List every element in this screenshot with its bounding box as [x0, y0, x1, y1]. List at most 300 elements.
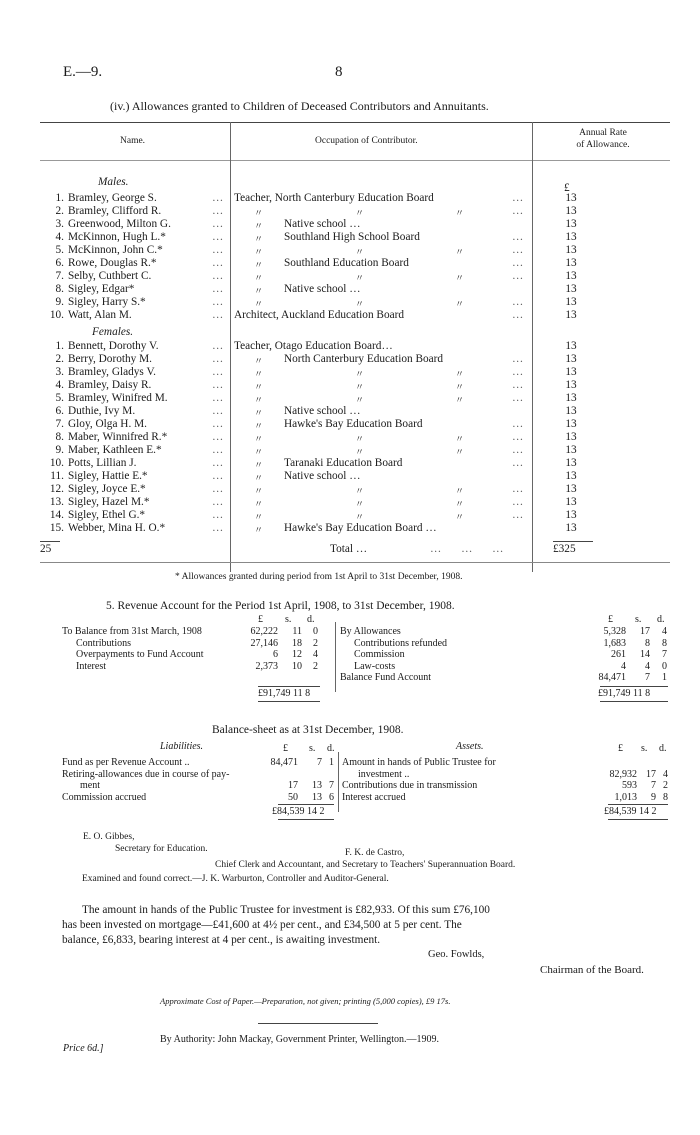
name-leader: … [212, 270, 224, 282]
revenue-left-col-s: s. [285, 614, 292, 625]
child-name: Sigley, Joyce E.* [68, 483, 146, 495]
child-name: Bramley, George S. [68, 192, 157, 204]
ledger-pounds: 84,471 [598, 672, 626, 683]
ledger-label: Retiring-allowances due in course of pay- [62, 768, 230, 780]
ledger-shillings: 13 [312, 780, 322, 791]
ditto-mark: 〃 [355, 299, 365, 309]
ditto-mark: 〃 [455, 486, 465, 496]
ledger-pounds: 62,222 [250, 626, 278, 637]
name-leader: … [212, 309, 224, 321]
total-label: Total … [330, 543, 368, 555]
ditto-mark: 〃 [455, 512, 465, 522]
child-name: Bramley, Winifred M. [68, 392, 168, 404]
row-number: 9. [55, 296, 64, 308]
ledger-shillings: 11 [292, 626, 302, 637]
occupation: North Canterbury Education Board [284, 353, 444, 365]
allowance-rate: 13 [565, 522, 577, 534]
allowance-rate: 13 [565, 366, 577, 378]
ditto-mark: 〃 [455, 447, 465, 457]
col-divider-2 [532, 122, 533, 572]
allowance-rate: 13 [565, 192, 577, 204]
balance-left-col-s: s. [309, 743, 316, 754]
table-top-rule [40, 122, 670, 123]
allowance-rate: 13 [565, 296, 577, 308]
males-heading: Males. [98, 176, 129, 188]
occupation: Native school … [284, 405, 361, 417]
occupation: Native school … [284, 218, 361, 230]
assets-heading: Assets. [456, 741, 484, 752]
name-leader: … [212, 431, 224, 443]
females-heading: Females. [92, 326, 134, 338]
child-name: Rowe, Douglas R.* [68, 257, 157, 269]
child-name: Webber, Mina H. O.* [68, 522, 166, 534]
row-number: 12. [49, 483, 64, 495]
allowance-rate: 13 [565, 283, 577, 295]
allowance-rate: 13 [565, 309, 577, 321]
castro-title: Chief Clerk and Accountant, and Secretary to Teachers' Superannuation Board. [215, 860, 516, 870]
ledger-shillings: 10 [292, 660, 302, 672]
ledger-shillings: 18 [292, 637, 302, 649]
allowances-title: (iv.) Allowances granted to Children of Deceased Contributors and Annuitants. [110, 99, 489, 113]
child-name: Bramley, Clifford R. [68, 205, 162, 217]
ditto-mark: 〃 [254, 369, 264, 379]
occupation-leader: … [512, 366, 524, 378]
occupation-leader: … [512, 379, 524, 391]
child-name: Sigley, Hazel M.* [68, 496, 150, 508]
row-number: 4. [55, 379, 64, 391]
occupation-leader: … [512, 457, 524, 469]
row-number: 5. [55, 392, 64, 404]
price: Price 6d.] [63, 1043, 104, 1054]
ledger-pence: 7 [329, 780, 334, 791]
balance-title: Balance-sheet as at 31st December, 1908. [212, 724, 404, 736]
ditto-mark: 〃 [455, 499, 465, 509]
allowance-rate: 13 [565, 483, 577, 495]
ledger-pounds: 27,146 [250, 637, 278, 649]
ditto-mark: 〃 [254, 260, 264, 270]
closing-line-1: The amount in hands of the Public Trustee for investment is £82,933. Of this sum £76,100 [82, 904, 490, 916]
balance-right-col-s: s. [641, 743, 648, 754]
ledger-shillings: 7 [645, 672, 650, 683]
ledger-label: Contributions [76, 637, 132, 649]
ledger-shillings: 7 [651, 780, 656, 791]
ledger-pence: 2 [313, 660, 318, 672]
name-leader: … [212, 192, 224, 204]
child-name: Sigley, Harry S.* [68, 296, 146, 308]
ledger-pence: 1 [662, 672, 667, 683]
ditto-mark: 〃 [254, 447, 264, 457]
row-number: 2. [55, 353, 64, 365]
child-name: Berry, Dorothy M. [68, 353, 152, 365]
occupation: Southland High School Board [284, 231, 420, 243]
col-divider-1 [230, 122, 231, 572]
allowance-rate: 13 [565, 270, 577, 282]
row-number: 6. [55, 257, 64, 269]
ledger-pence: 0 [313, 626, 318, 637]
allowance-rate: 13 [565, 431, 577, 443]
ledger-pounds: 593 [622, 780, 637, 791]
child-name: Gloy, Olga H. M. [68, 418, 147, 430]
rate-rule [553, 541, 593, 542]
ditto-mark: 〃 [355, 208, 365, 218]
occupation-leader: … [512, 496, 524, 508]
ledger-shillings: 7 [317, 757, 322, 768]
ditto-mark: 〃 [355, 486, 365, 496]
child-name: Maber, Winnifred R.* [68, 431, 168, 443]
cost-note: Approximate Cost of Paper.—Preparation, not given; printing (5,000 copies), £9 17s. [160, 996, 451, 1006]
ditto-mark: 〃 [455, 395, 465, 405]
ditto-mark: 〃 [254, 512, 264, 522]
child-name: Potts, Lillian J. [68, 457, 137, 469]
occupation-leader: … [512, 296, 524, 308]
row-number: 9. [55, 444, 64, 456]
authority-line: By Authority: John Mackay, Government Printer, Wellington.—1909. [160, 1034, 440, 1045]
revenue-left-col-d: d. [307, 614, 315, 625]
revenue-left-sum-rule [258, 686, 320, 687]
total-count: 25 [40, 543, 52, 555]
col-header-occupation: Occupation of Contributor. [315, 136, 418, 146]
name-leader: … [212, 522, 224, 534]
occupation-leader: … [512, 483, 524, 495]
col-header-rate-1: Annual Rate [579, 128, 627, 138]
revenue-right-sum-rule [600, 686, 668, 687]
revenue-title: 5. Revenue Account for the Period 1st April, 1908, to 31st December, 1908. [106, 600, 455, 612]
ledger-pounds: 6 [273, 649, 278, 660]
allowance-rate: 13 [565, 509, 577, 521]
row-number: 5. [55, 244, 64, 256]
row-number: 8. [55, 431, 64, 443]
ditto-mark: 〃 [254, 434, 264, 444]
ledger-shillings: 9 [651, 791, 656, 803]
row-number: 4. [55, 231, 64, 243]
page-number: 8 [335, 64, 343, 80]
ditto-mark: 〃 [254, 382, 264, 392]
ledger-pounds: 17 [288, 780, 298, 791]
row-number: 1. [55, 340, 64, 352]
ledger-pounds: 84,471 [270, 757, 298, 768]
name-leader: … [212, 418, 224, 430]
ledger-pounds: 82,932 [609, 768, 637, 780]
ditto-mark: 〃 [254, 499, 264, 509]
occupation-leader: … [512, 431, 524, 443]
ledger-label: Overpayments to Fund Account [76, 649, 204, 660]
authority-rule [258, 1023, 378, 1024]
fowlds-title: Chairman of the Board. [540, 964, 644, 976]
ditto-mark: 〃 [254, 247, 264, 257]
occupation: Taranaki Education Board [284, 457, 403, 469]
revenue-total-right: £91,749 11 8 [598, 688, 651, 699]
ledger-pence: 4 [663, 768, 668, 780]
ledger-pence: 4 [313, 649, 318, 660]
occupation-leader: … [512, 270, 524, 282]
name-leader: … [212, 392, 224, 404]
table-bottom-rule [40, 562, 670, 563]
ledger-pounds: 261 [611, 649, 626, 660]
balance-total-right: £84,539 14 2 [604, 806, 657, 817]
occupation-leader: … [512, 231, 524, 243]
total-rate: £325 [553, 543, 576, 555]
balance-left-sum-rule [278, 804, 334, 805]
name-leader: … [212, 231, 224, 243]
gibbes-signature: E. O. Gibbes, [83, 832, 135, 842]
rate-currency: £ [564, 182, 570, 194]
ledger-pounds: 2,373 [255, 660, 278, 672]
ledger-shillings: 13 [312, 791, 322, 803]
name-leader: … [212, 257, 224, 269]
name-leader: … [212, 244, 224, 256]
ditto-mark: 〃 [455, 434, 465, 444]
balance-right-sum-rule [608, 804, 668, 805]
ledger-shillings: 12 [292, 649, 302, 660]
occupation: Native school … [284, 470, 361, 482]
child-name: Bramley, Daisy R. [68, 379, 152, 391]
ditto-mark: 〃 [355, 382, 365, 392]
gibbes-title: Secretary for Education. [115, 844, 208, 854]
ledger-label: Interest [76, 660, 106, 672]
child-name: Sigley, Hattie E.* [68, 470, 148, 482]
ledger-label: ment [80, 780, 100, 791]
ditto-mark: 〃 [254, 473, 264, 483]
ledger-label: Fund as per Revenue Account .. [62, 757, 190, 768]
balance-divider [338, 752, 339, 812]
name-leader: … [212, 340, 224, 352]
child-name: Sigley, Edgar* [68, 283, 135, 295]
row-number: 7. [55, 418, 64, 430]
ditto-mark: 〃 [355, 512, 365, 522]
ditto-mark: 〃 [254, 395, 264, 405]
ditto-mark: 〃 [254, 408, 264, 418]
ditto-mark: 〃 [355, 499, 365, 509]
row-number: 2. [55, 205, 64, 217]
ledger-shillings: 14 [640, 649, 650, 660]
ditto-mark: 〃 [254, 234, 264, 244]
occupation: Hawke's Bay Education Board [284, 418, 423, 430]
balance-right-col-l: £ [618, 743, 623, 754]
allowance-rate: 13 [565, 496, 577, 508]
allowance-rate: 13 [565, 244, 577, 256]
allowance-rate: 13 [565, 444, 577, 456]
child-name: Bennett, Dorothy V. [68, 340, 159, 352]
allowances-footnote: * Allowances granted during period from 1st April to 31st December, 1908. [175, 572, 463, 582]
child-name: Greenwood, Milton G. [68, 218, 171, 230]
ditto-mark: 〃 [355, 273, 365, 283]
revenue-right-total-rule [600, 701, 668, 702]
revenue-left-col-l: £ [258, 614, 263, 625]
ditto-mark: 〃 [355, 395, 365, 405]
child-name: McKinnon, Hugh L.* [68, 231, 166, 243]
name-leader: … [212, 509, 224, 521]
ledger-shillings: 8 [645, 637, 650, 649]
ledger-shillings: 17 [640, 626, 650, 637]
allowance-rate: 13 [565, 205, 577, 217]
occupation: Native school … [284, 283, 361, 295]
ledger-label: Balance Fund Account [340, 672, 432, 683]
count-rule [40, 541, 60, 542]
ditto-mark: 〃 [254, 221, 264, 231]
ledger-pence: 2 [663, 780, 668, 791]
ditto-mark: 〃 [254, 286, 264, 296]
auditor-statement: Examined and found correct.—J. K. Warburton, Controller and Auditor-General. [82, 874, 389, 884]
ledger-pence: 0 [662, 660, 667, 672]
allowance-rate: 13 [565, 405, 577, 417]
ditto-mark: 〃 [254, 421, 264, 431]
child-name: McKinnon, John C.* [68, 244, 163, 256]
ledger-label: investment .. [358, 768, 410, 780]
balance-total-left: £84,539 14 2 [272, 806, 325, 817]
revenue-right-col-s: s. [635, 614, 642, 625]
allowance-rate: 13 [565, 379, 577, 391]
row-number: 8. [55, 283, 64, 295]
table-head-rule [40, 160, 670, 161]
child-name: Selby, Cuthbert C. [68, 270, 152, 282]
ditto-mark: 〃 [355, 247, 365, 257]
ledger-pounds: 1,013 [614, 791, 637, 803]
ditto-mark: 〃 [355, 434, 365, 444]
ditto-mark: 〃 [254, 460, 264, 470]
ditto-mark: 〃 [254, 525, 264, 535]
occupation: Architect, Auckland Education Board [234, 309, 405, 321]
ledger-label: Contributions due in transmission [342, 780, 478, 791]
name-leader: … [212, 470, 224, 482]
occupation-leader: … [512, 192, 524, 204]
ditto-mark: 〃 [254, 273, 264, 283]
liabilities-heading: Liabilities. [160, 741, 204, 752]
child-name: Sigley, Ethel G.* [68, 509, 146, 521]
occupation: Teacher, North Canterbury Education Board [234, 192, 434, 204]
allowance-rate: 13 [565, 470, 577, 482]
ditto-mark: 〃 [455, 273, 465, 283]
ditto-mark: 〃 [455, 247, 465, 257]
occupation-leader: … [512, 418, 524, 430]
allowance-rate: 13 [565, 392, 577, 404]
ledger-pence: 4 [662, 626, 667, 637]
fowlds-signature: Geo. Fowlds, [428, 949, 485, 960]
occupation-leader: … [512, 509, 524, 521]
ledger-shillings: 4 [645, 660, 650, 672]
closing-line-2: has been invested on mortgage—£41,600 at 4½ per cent., and £34,500 at 5 per cent. The [62, 919, 462, 931]
ditto-mark: 〃 [355, 369, 365, 379]
occupation-leader: … [512, 257, 524, 269]
name-leader: … [212, 218, 224, 230]
row-number: 10. [49, 457, 64, 469]
balance-left-total-rule [278, 819, 334, 820]
revenue-total-left: £91,749 11 8 [258, 688, 311, 699]
ditto-mark: 〃 [254, 356, 264, 366]
occupation-leader: … [512, 444, 524, 456]
child-name: Bramley, Gladys V. [68, 366, 156, 378]
ledger-pounds: 4 [621, 660, 626, 672]
allowance-rate: 13 [565, 257, 577, 269]
balance-right-col-d: d. [659, 743, 667, 754]
ledger-label: To Balance from 31st March, 1908 [62, 626, 202, 637]
ledger-pence: 1 [329, 757, 334, 768]
row-number: 3. [55, 218, 64, 230]
closing-line-3: balance, £6,833, bearing interest at 4 per cent., is awaiting investment. [62, 934, 381, 946]
child-name: Maber, Kathleen E.* [68, 444, 162, 456]
name-leader: … [212, 444, 224, 456]
ditto-mark: 〃 [455, 299, 465, 309]
ledger-label: Amount in hands of Public Trustee for [342, 757, 496, 768]
occupation: Teacher, Otago Education Board… [234, 340, 393, 352]
balance-right-total-rule [608, 819, 668, 820]
ditto-mark: 〃 [455, 382, 465, 392]
ledger-label: Contributions refunded [354, 637, 448, 649]
ledger-pence: 8 [662, 637, 667, 649]
occupation-leader: … [512, 309, 524, 321]
name-leader: … [212, 205, 224, 217]
name-leader: … [212, 296, 224, 308]
allowance-rate: 13 [565, 231, 577, 243]
name-leader: … [212, 483, 224, 495]
ledger-pounds: 50 [288, 791, 298, 803]
ledger-pence: 2 [313, 637, 318, 649]
child-name: Watt, Alan M. [68, 309, 132, 321]
row-number: 14. [49, 509, 64, 521]
ledger-pence: 6 [329, 791, 334, 803]
ledger-pounds: 1,683 [603, 637, 626, 649]
allowance-rate: 13 [565, 457, 577, 469]
name-leader: … [212, 405, 224, 417]
row-number: 3. [55, 366, 64, 378]
allowance-rate: 13 [565, 218, 577, 230]
row-number: 10. [49, 309, 64, 321]
allowance-rate: 13 [565, 353, 577, 365]
occupation-leader: … [512, 353, 524, 365]
revenue-right-col-l: £ [608, 614, 613, 625]
revenue-left-total-rule [258, 701, 320, 702]
ditto-mark: 〃 [455, 208, 465, 218]
name-leader: … [212, 283, 224, 295]
ditto-mark: 〃 [355, 447, 365, 457]
name-leader: … [212, 353, 224, 365]
occupation-leader: … [512, 392, 524, 404]
revenue-right-col-d: d. [657, 614, 665, 625]
castro-signature: F. K. de Castro, [345, 848, 405, 858]
ledger-label: Law-costs [354, 660, 396, 672]
report-code: E.—9. [63, 64, 103, 80]
row-number: 1. [55, 192, 64, 204]
ledger-pence: 8 [663, 791, 668, 803]
ledger-pence: 7 [662, 649, 667, 660]
ledger-shillings: 17 [646, 768, 656, 780]
ledger-label: Commission [354, 649, 405, 660]
ditto-mark: 〃 [254, 486, 264, 496]
occupation-leader: … [512, 205, 524, 217]
row-number: 7. [55, 270, 64, 282]
occupation: Hawke's Bay Education Board … [284, 522, 437, 534]
occupation: Southland Education Board [284, 257, 409, 269]
name-leader: … [212, 379, 224, 391]
ledger-label: Commission accrued [62, 791, 147, 803]
col-header-name: Name. [120, 136, 146, 146]
ditto-mark: 〃 [455, 369, 465, 379]
row-number: 15. [49, 522, 64, 534]
revenue-divider [335, 622, 336, 692]
row-number: 13. [49, 496, 64, 508]
ditto-mark: 〃 [254, 299, 264, 309]
total-dots: … … … [430, 543, 504, 555]
balance-left-col-d: d. [327, 743, 335, 754]
ditto-mark: 〃 [254, 208, 264, 218]
ledger-label: Interest accrued [342, 791, 406, 803]
occupation-leader: … [512, 244, 524, 256]
allowance-rate: 13 [565, 418, 577, 430]
name-leader: … [212, 366, 224, 378]
child-name: Duthie, Ivy M. [68, 405, 136, 417]
name-leader: … [212, 457, 224, 469]
row-number: 6. [55, 405, 64, 417]
allowance-rate: 13 [565, 340, 577, 352]
